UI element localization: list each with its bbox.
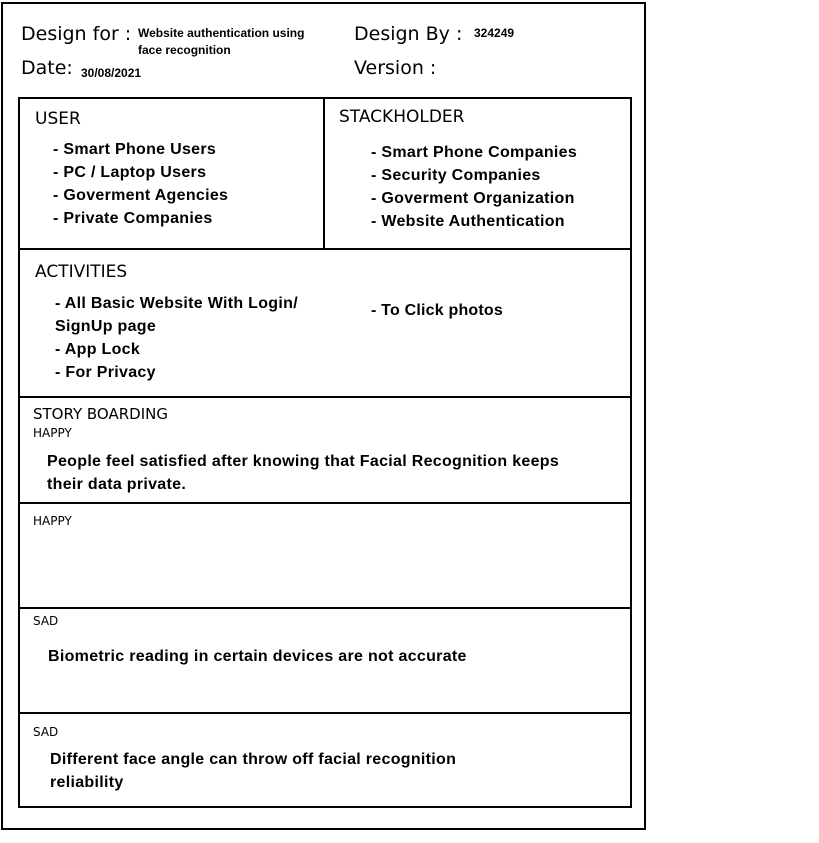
design-sheet — [1, 2, 646, 830]
list-item: - Security Companies — [371, 167, 541, 184]
mood-label: HAPPY — [33, 514, 72, 528]
list-item: - All Basic Website With Login/ — [55, 295, 298, 312]
story-text-line1: People feel satisfied after knowing that Facial Recognition keeps — [47, 453, 560, 470]
date-label: Date: — [21, 57, 73, 79]
list-item: - Goverment Agencies — [53, 187, 229, 204]
storyboard-panel-2 — [18, 502, 632, 609]
stakeholder-section — [323, 97, 632, 250]
date-value: 30/08/2021 — [81, 66, 142, 80]
story-text-line2: their data private. — [47, 476, 187, 493]
mood-label: HAPPY — [33, 426, 72, 440]
stakeholder-list — [371, 141, 577, 233]
version-label: Version : — [354, 57, 437, 79]
mood-label: SAD — [33, 614, 59, 628]
list-item: - App Lock — [55, 341, 141, 358]
activities-title: ACTIVITIES — [35, 262, 128, 282]
list-item: - Private Companies — [53, 210, 213, 227]
stakeholder-title: STACKHOLDER — [339, 107, 465, 127]
design-for-label: Design for : — [21, 23, 132, 45]
user-section — [18, 97, 325, 250]
story-text-line1: Different face angle can throw off facial recognition — [50, 751, 457, 768]
storyboard-panel-3 — [18, 607, 632, 714]
design-by-label: Design By : — [354, 23, 463, 45]
design-for-value-line1: Website authentication using — [138, 26, 305, 40]
storyboard-panel-4 — [18, 712, 632, 808]
storyboard-panel-1 — [18, 396, 632, 504]
storyboarding-title: STORY BOARDING — [33, 405, 168, 423]
mood-label: SAD — [33, 725, 59, 739]
list-item: - PC / Laptop Users — [53, 164, 207, 181]
user-title: USER — [35, 109, 81, 129]
story-text-line2: reliability — [50, 774, 124, 791]
list-item: - Smart Phone Companies — [371, 144, 578, 161]
list-item: - Goverment Organization — [371, 190, 575, 207]
list-item: - Smart Phone Users — [53, 141, 217, 158]
activities-right-item: - To Click photos — [371, 302, 503, 319]
activities-list — [55, 292, 298, 384]
user-list — [53, 138, 228, 230]
list-item: - Website Authentication — [371, 213, 565, 230]
list-item: - For Privacy — [55, 364, 156, 381]
list-item: SignUp page — [55, 318, 157, 335]
design-for-value-line2: face recognition — [138, 43, 231, 57]
design-by-value: 324249 — [474, 26, 515, 40]
story-text-line1: Biometric reading in certain devices are not accurate — [48, 648, 467, 665]
activities-section — [18, 248, 632, 398]
